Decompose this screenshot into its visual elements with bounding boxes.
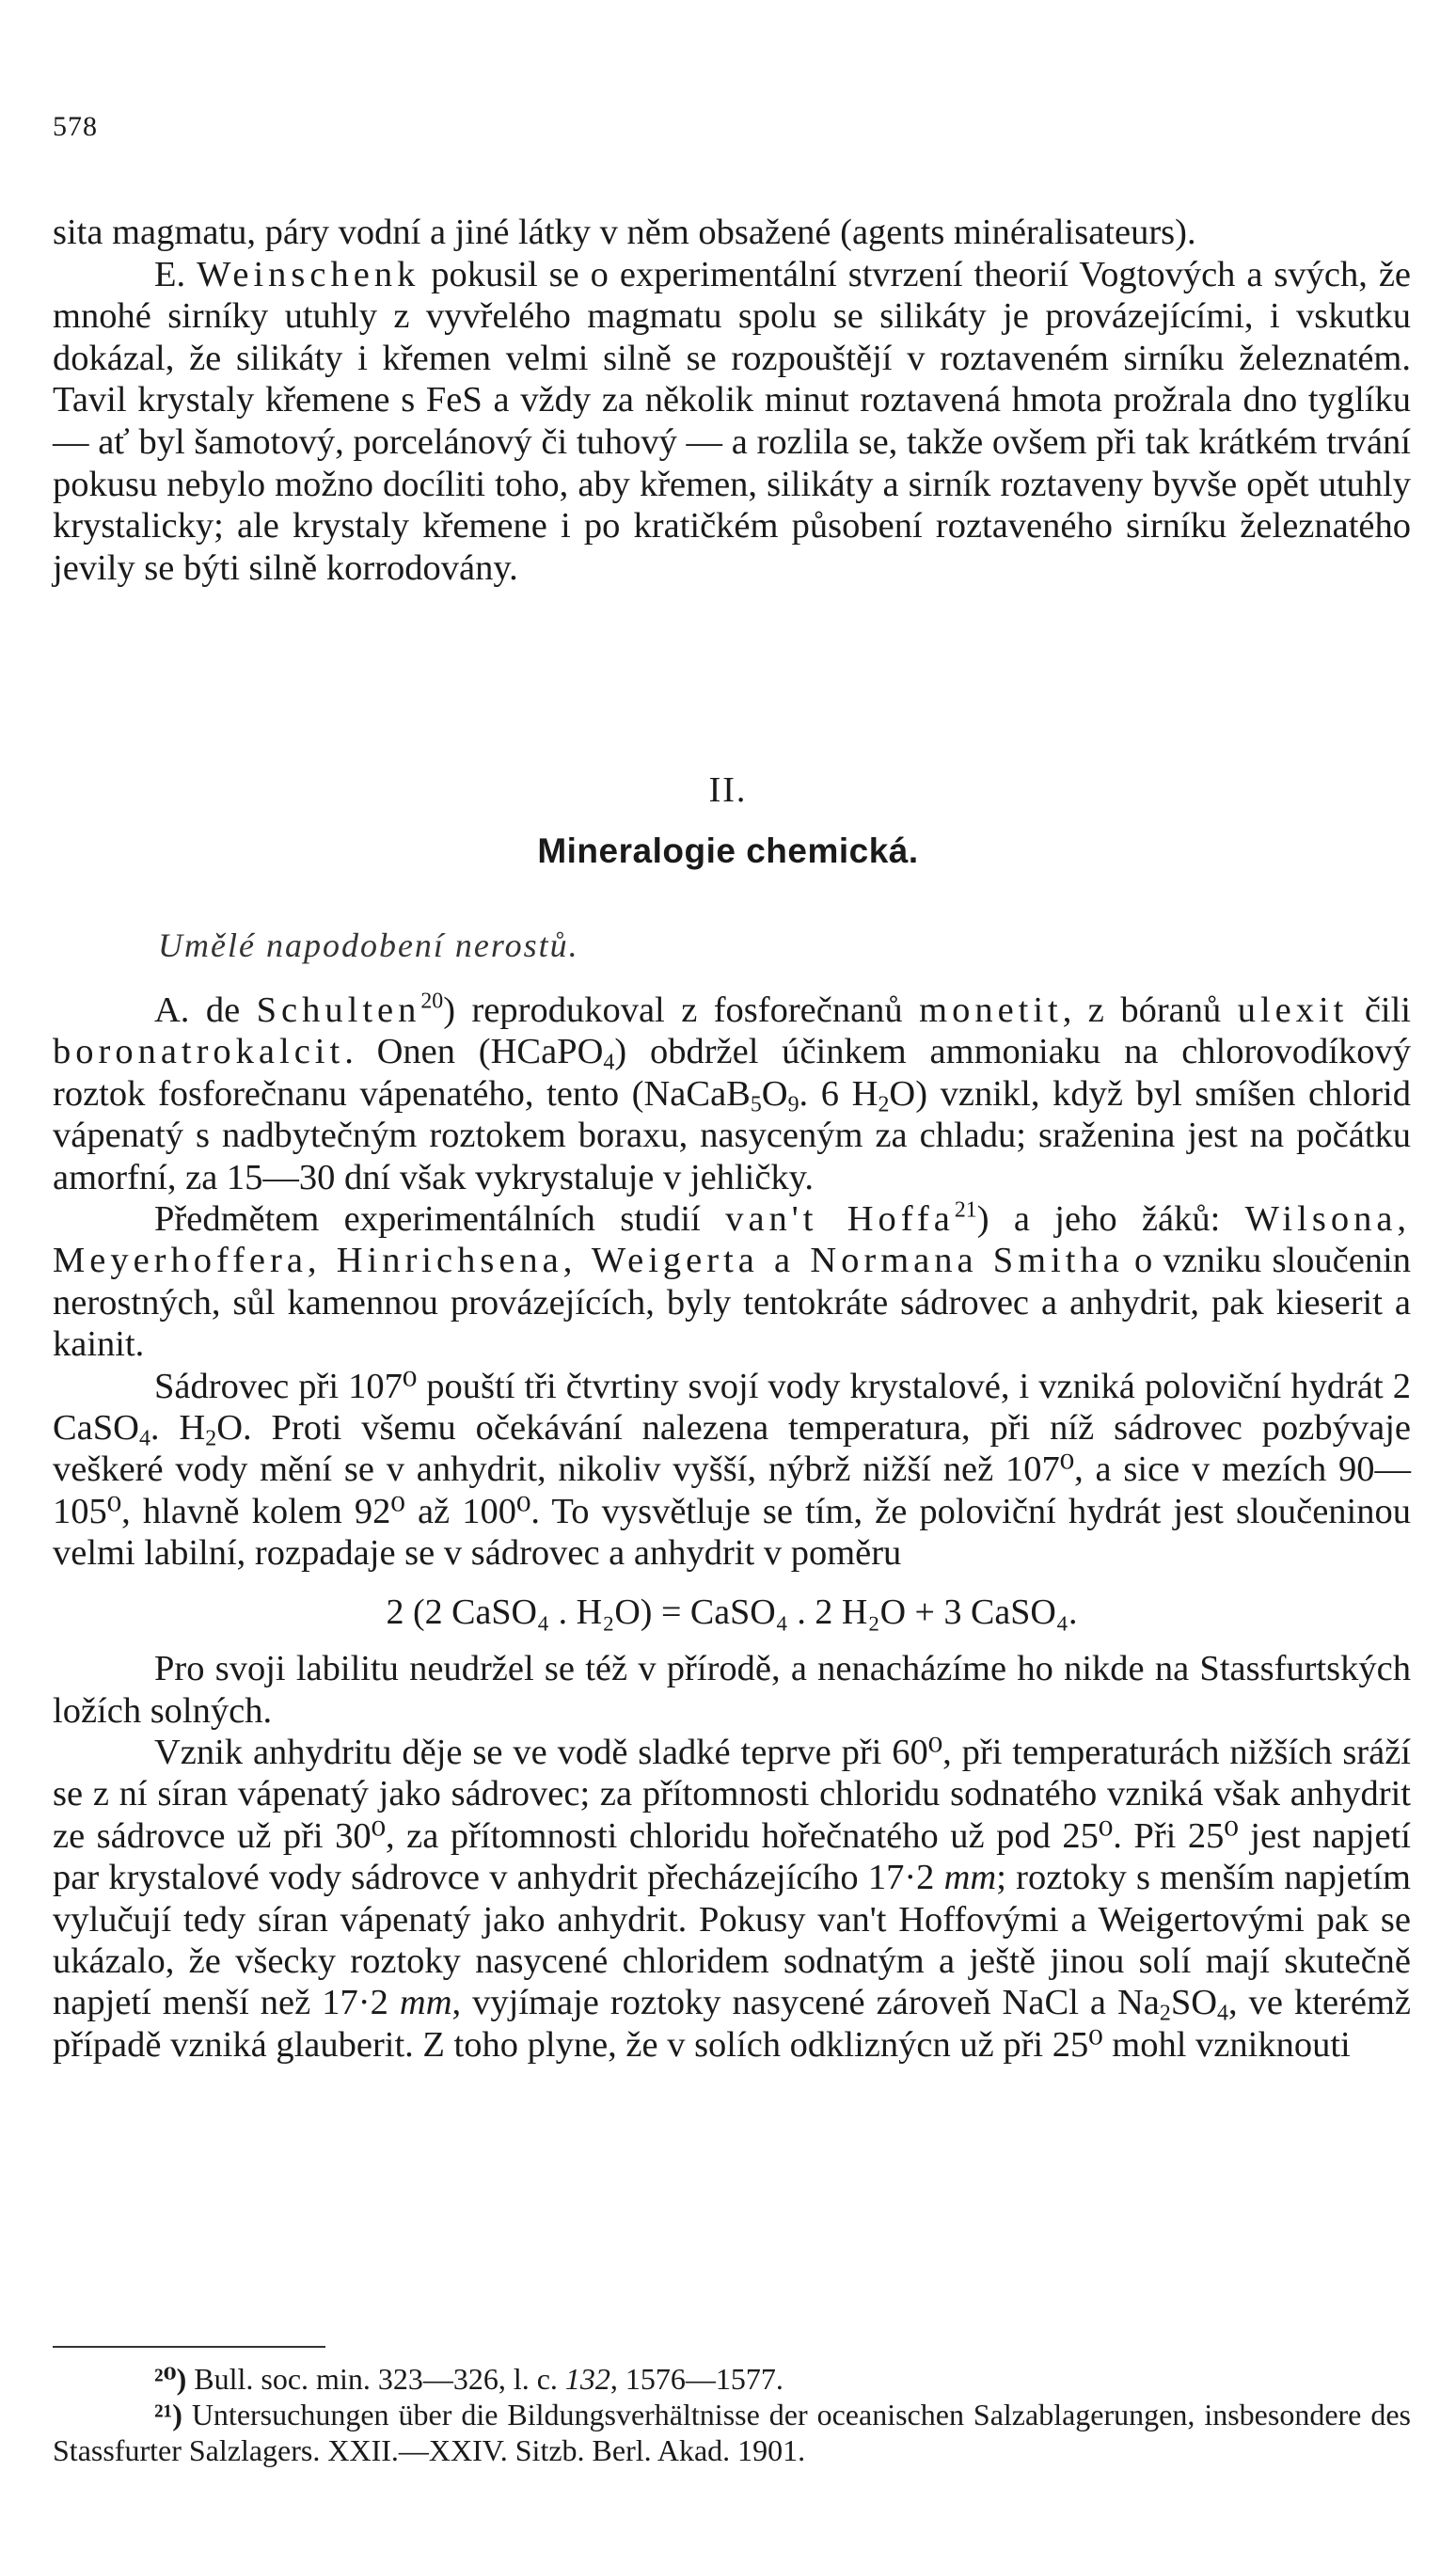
text-run: . H xyxy=(150,1408,206,1449)
subscript: 2 xyxy=(878,1092,890,1117)
equation: 2 (2 CaSO₄ . H₂O) = CaSO₄ . 2 H₂O + 3 CaSO₄. xyxy=(386,1592,1078,1632)
subscript: 9 xyxy=(787,1092,799,1117)
text-run: , 1576—1577. xyxy=(609,2362,783,2396)
text-run: O) vznikl, když byl smíšen chlorid vápenatý s nadbytečným roztokem boraxu, nasyceným za chladu; sraženina jest na počátku amorfní, za 15—30 dní však vykrystaluje v jehličky. xyxy=(53,1073,1412,1197)
intro-text xyxy=(53,212,1411,589)
footnote-mark-21: ²¹) xyxy=(154,2398,182,2431)
text-run: o vzniku sloučenin nerostných, sůl kamennou provázejících, byly tentokráte sádrovec a anhydrit, pak kieserit a kainit. xyxy=(53,1241,1411,1365)
paragraph-gypsum xyxy=(53,1366,1411,1575)
text-run: Bull. soc. min. 323—326, l. c. xyxy=(194,2362,558,2396)
subscript: 4 xyxy=(1217,2002,1228,2027)
page-number: 578 xyxy=(53,111,98,142)
text-run: , ve kterémž případě vzniká glauberit. Z toho plyne, že v solích odkliznýcn už při 25⁰ mohl vzniknouti xyxy=(53,1983,1411,2065)
paragraph-schulten xyxy=(53,990,1411,1198)
text-run: Untersuchungen über die Bildungsverhältnisse der oceanischen Salzablagerungen, insbesondere des Stassfurter Salzlagers. XXII.—XXIV. Sitzb. Berl. Akad. 1901. xyxy=(53,2398,1412,2467)
text-run: ) obdržel účinkem ammoniaku na chlorovodíkový roztok fosforečnanu vápenatého, tento (NaCaB xyxy=(53,1032,1412,1114)
text-run: Předmětem experimentálních studií xyxy=(154,1199,701,1240)
text-run: ) reprodukoval z fosforečnanů xyxy=(443,990,903,1030)
text-run: ) a jeho žáků: xyxy=(976,1199,1221,1240)
text-run: , vyjímaje roztoky nasycené zároveň NaCl a Na xyxy=(451,1983,1160,2023)
subscript: 2 xyxy=(205,1426,217,1451)
weinschenk-text: pokusil se o experimentální stvrzení theorií Vogtových a svých, že mnohé sirníky utuhly z vyvřelého magmatu spolu se silikáty je provázejícími, i vskutku dokázal, že silikáty i křemen velmi silně se rozpouštějí v roztaveném sirníku železnatém. Tavil krystaly křemene s FeS a vždy za několik minut roztavená hmota prožrala dno tyglíku — ať byl šamotový, porcelánový či tuhový — a rozlila se, takže ovšem při tak krátkém trvání pokusu nebylo možno docíliti toho, aby křemen, silikáty a sirník roztaveny byvše opět utuhly krystalicky; ale krystaly křemene i po kratičkém působení roztaveného sirníku železnatého jevily se býti silně korrodovány. xyxy=(53,254,1412,588)
text-run: O xyxy=(761,1073,788,1114)
main-text xyxy=(53,990,1411,2066)
text-run: čili xyxy=(1364,990,1411,1030)
paragraph-vanthoff xyxy=(53,1198,1411,1366)
unit-mm: mm xyxy=(399,1983,452,2023)
footnote-ref-20: 20 xyxy=(420,989,444,1014)
subscript: 4 xyxy=(138,1426,150,1451)
paragraph-intro-continuation: sita magmatu, páry vodní a jiné látky v něm obsažené (agents minéralisateurs). xyxy=(53,213,1196,252)
footnotes xyxy=(53,2361,1411,2468)
mineral-boronatrokalcit: boronatrokalcit xyxy=(53,1032,345,1072)
author-vanthoff: van't Hoffa xyxy=(725,1199,955,1240)
subscript: 2 xyxy=(1159,2002,1171,2027)
footnote-ref-21: 21 xyxy=(954,1197,977,1223)
paragraph-anhydrite xyxy=(53,1732,1411,2066)
text-run: Sádrovec při 107⁰ pouští tři čtvrtiny svojí vody krystalové, i vzniká poloviční hydrát 2 CaSO xyxy=(53,1366,1411,1449)
students-names: Wilsona, Meyerhoffera, Hinrichsena, Weigerta a Normana Smitha xyxy=(53,1199,1412,1281)
paragraph-stability: Pro svoji labilitu neudržel se též v přírodě, a nenacházíme ho nikde na Stassfurtských ložích solných. xyxy=(53,1649,1411,1731)
footnote-20 xyxy=(53,2361,1411,2397)
section-number: II. xyxy=(708,770,748,810)
section-title: Mineralogie chemická. xyxy=(537,832,919,870)
unit-mm: mm xyxy=(943,1858,997,1898)
author-schulten: Schulten xyxy=(256,990,421,1030)
text-run: , z bóranů xyxy=(1062,990,1222,1030)
mineral-monetit: monetit xyxy=(919,990,1063,1030)
author-prefix: A. de xyxy=(154,990,241,1030)
text-run: Vznik anhydritu děje se ve vodě sladké teprve při 60⁰, při temperaturách nižších sráží se z ní síran vápenatý jako sádrovec; za přítomnosti chloridu sodnatého vzniká však anhydrit ze sádrovce už při 30⁰, za přítomnosti chloridu hořečnatého už pod 25⁰. Při 25⁰ jest napjetí par krystalové vody sádrovce v anhydrit přecházejícího 17·2 xyxy=(53,1732,1411,1898)
paragraph-weinschenk xyxy=(53,254,1411,590)
footnote-21 xyxy=(53,2397,1411,2468)
text-run: O. Proti všemu očekávání nalezena temperatura, při níž sádrovec pozbývaje veškeré vody mění se v anhydrit, nikoliv vyšší, nýbrž nižší než 107⁰, a sice v mezích 90—105⁰, hlavně kolem 92⁰ až 100⁰. To vysvětluje se tím, že poloviční hydrát jest sloučeninou velmi labilní, rozpadaje se v sádrovec a anhydrit v poměru xyxy=(53,1408,1411,1574)
author-weinschenk: Weinschenk xyxy=(197,254,420,294)
initial: E. xyxy=(154,254,186,294)
subheading: Umělé napodobení nerostů. xyxy=(158,927,579,964)
footnote-mark-20: ²⁰) xyxy=(154,2362,187,2396)
volume-number: 132 xyxy=(564,2362,610,2396)
text-run: SO xyxy=(1170,1983,1218,2023)
subscript: 4 xyxy=(603,1051,615,1076)
text-run: . 6 H xyxy=(799,1073,878,1114)
text-run: . Onen (HCaPO xyxy=(344,1032,604,1072)
mineral-ulexit: ulexit xyxy=(1237,990,1349,1030)
footnote-divider xyxy=(53,2346,325,2348)
subscript: 5 xyxy=(750,1092,762,1117)
text-run: ; roztoky s menším napjetím vylučují tedy síran vápenatý jako anhydrit. Pokusy van't Hoffovými a Weigertovými pak se ukázalo, že všecky roztoky nasycené chloridem sodnatým a ještě jinou solí mají skutečně napjetí menší než 17·2 xyxy=(53,1858,1411,2023)
